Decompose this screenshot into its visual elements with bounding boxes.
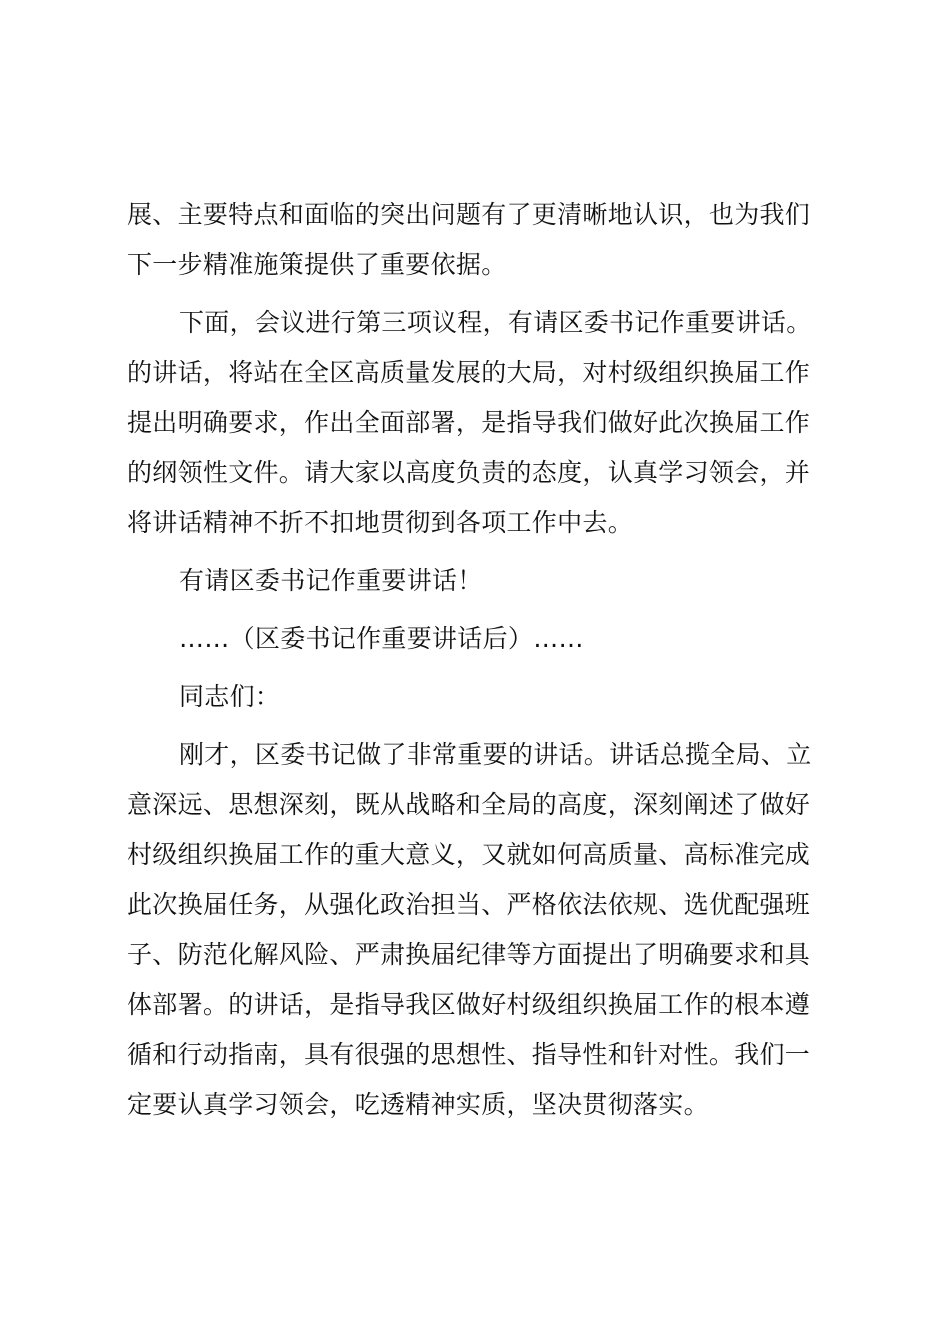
text-line: 村级组织换届工作的重大意义，又就如何高质量、高标准完成	[127, 840, 811, 869]
text-line: 的讲话，将站在全区高质量发展的大局，对村级组织换届工作	[127, 358, 811, 387]
text-line: 下一步精准施策提供了重要依据。	[127, 250, 507, 279]
paragraph-gap	[127, 548, 827, 556]
paragraph-third-agenda	[127, 298, 827, 548]
text-line: 提出明确要求，作出全面部署，是指导我们做好此次换届工作	[127, 408, 811, 437]
paragraph-gap	[127, 722, 827, 730]
paragraph-summary	[127, 730, 827, 1130]
text-line: 循和行动指南，具有很强的思想性、指导性和针对性。我们一	[127, 1040, 811, 1069]
text-line: 的纲领性文件。请大家以高度负责的态度，认真学习领会，并	[127, 458, 811, 487]
paragraph-gap	[127, 290, 827, 298]
text-line: 同志们：	[179, 682, 281, 711]
paragraph-after-speech	[127, 614, 827, 664]
text-line: 有请区委书记作重要讲话！	[179, 566, 483, 595]
paragraph-gap	[127, 606, 827, 614]
text-line: ……（区委书记作重要讲话后）……	[179, 624, 584, 653]
text-line: 下面，会议进行第三项议程，有请区委书记作重要讲话。	[179, 308, 812, 337]
text-line: 意深远、思想深刻，既从战略和全局的高度，深刻阐述了做好	[127, 790, 811, 819]
text-line: 此次换届任务，从强化政治担当、严格依法依规、选优配强班	[127, 890, 811, 919]
paragraph-invite	[127, 556, 827, 606]
text-line: 将讲话精神不折不扣地贯彻到各项工作中去。	[127, 508, 634, 537]
text-line: 展、主要特点和面临的突出问题有了更清晰地认识，也为我们	[127, 200, 811, 229]
paragraph-salutation	[127, 672, 827, 722]
text-line: 刚才，区委书记做了非常重要的讲话。讲话总揽全局、立	[179, 740, 812, 769]
text-line: 子、防范化解风险、严肃换届纪律等方面提出了明确要求和具	[127, 940, 811, 969]
document-body	[127, 190, 827, 1130]
paragraph-continuation	[127, 190, 827, 290]
text-line: 体部署。的讲话，是指导我区做好村级组织换届工作的根本遵	[127, 990, 811, 1019]
text-line: 定要认真学习领会，吃透精神实质，坚决贯彻落实。	[127, 1090, 709, 1119]
paragraph-gap	[127, 664, 827, 672]
